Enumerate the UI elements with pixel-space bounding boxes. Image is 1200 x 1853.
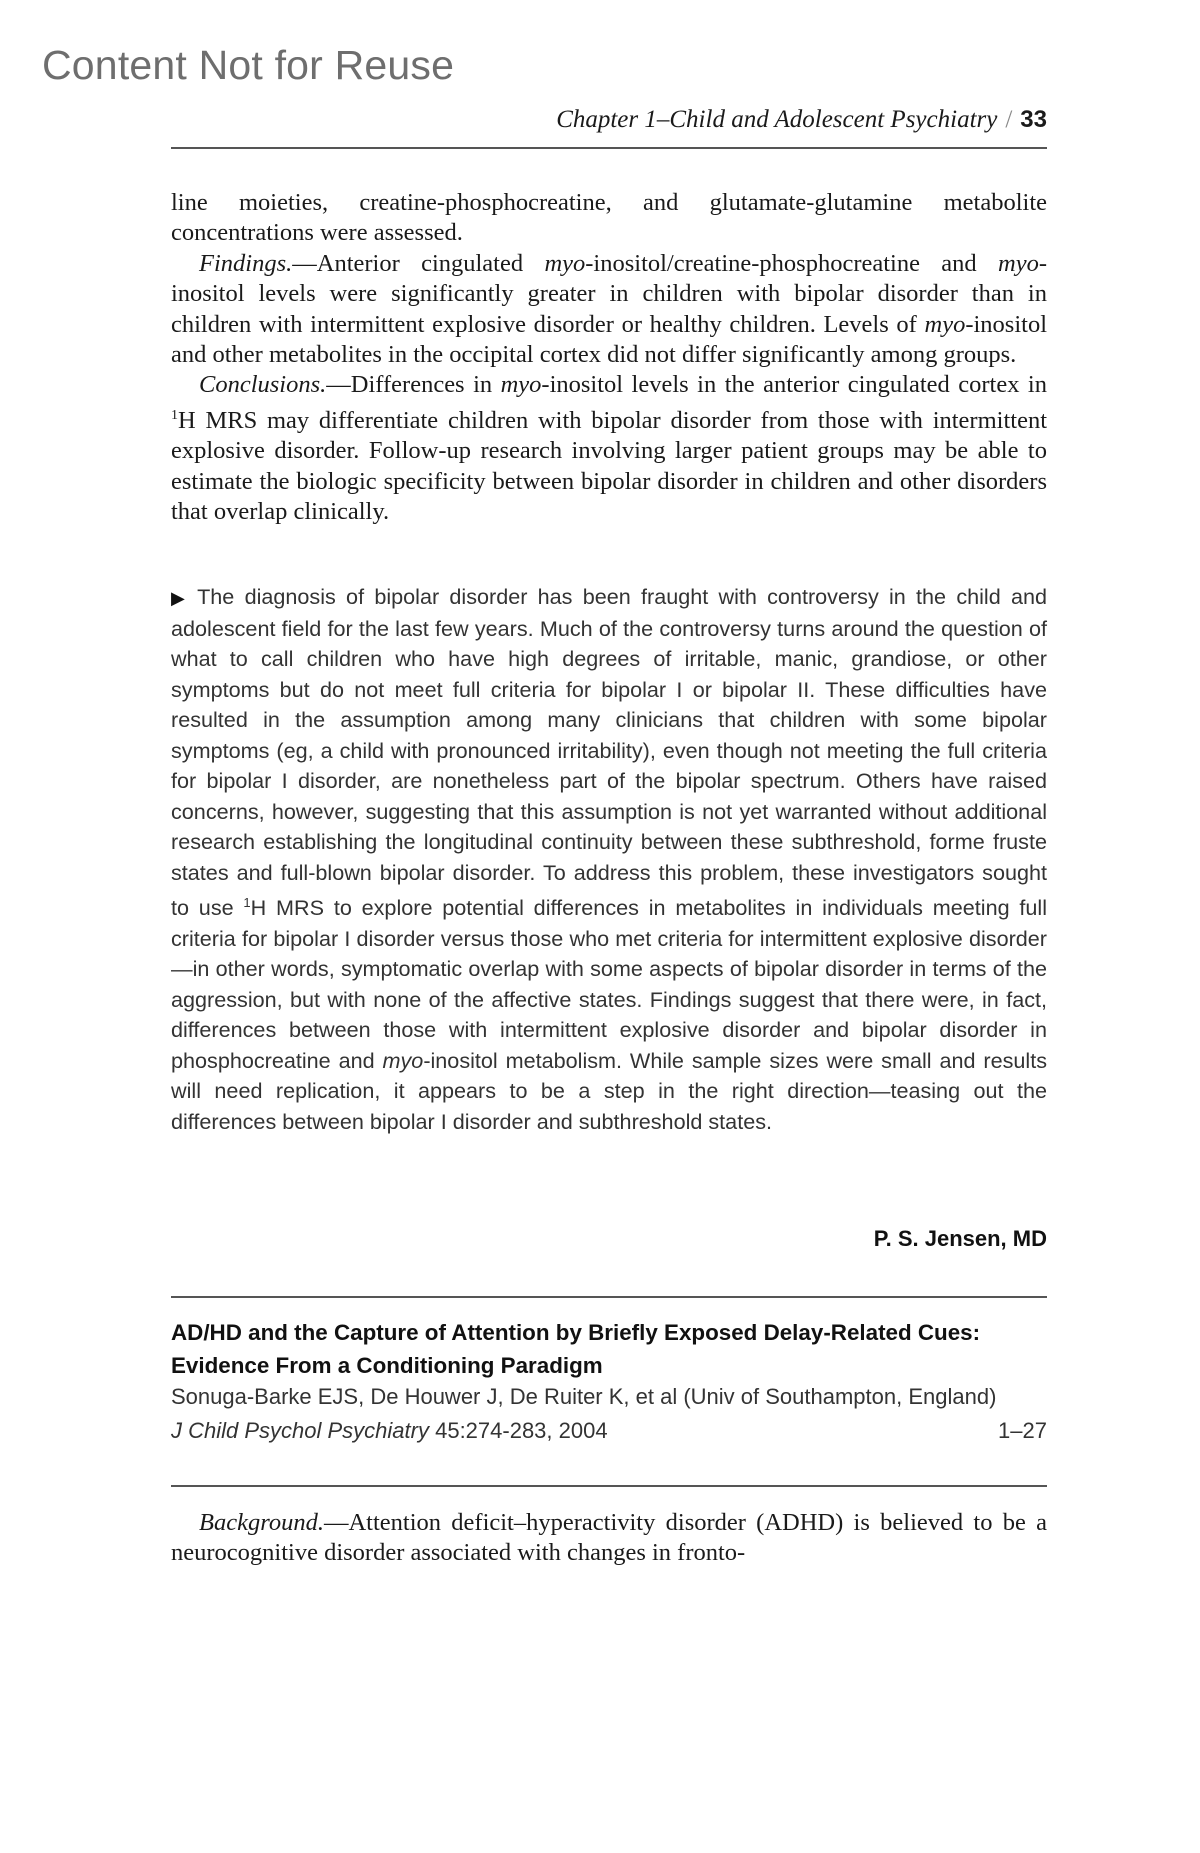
journal-citation: [171, 1415, 1047, 1447]
findings-text: -inositol/creatine-phosphocreatine and: [585, 249, 998, 277]
article-authors: Sonuga-Barke EJS, De Houwer J, De Ruiter K, et al (Univ of Southampton, England): [171, 1384, 997, 1409]
arrow-icon: ▶: [171, 588, 190, 608]
running-head: [556, 106, 1047, 134]
chapter-title: Chapter 1–Child and Adolescent Psychiatry: [556, 106, 998, 133]
findings-label: Findings.: [199, 249, 293, 277]
page-number: 33: [1020, 106, 1047, 133]
commentary: [171, 582, 1047, 1137]
commentary-text: H MRS to explore potential differences in metabolites in individuals meeting full criteria for bipolar I disorder versus those who met criteria for intermittent explosive disorder—in other words, symptomatic overlap with some aspects of bipolar disorder in terms of the aggression, but with none of the affective states. Findings suggest that there were, in fact, differences between those with intermittent explosive disorder and bipolar disorder in phosphocreatine and: [171, 895, 1047, 1073]
background-paragraph: [171, 1508, 1047, 1569]
commentary-text: -inositol metabolism. While sample sizes were small and results will need replication, it appears to be a step in the right direction—teasing out the differences between bipolar I disorder and subthreshold states.: [171, 1047, 1047, 1134]
findings-text: -inositol and other metabolites in the occipital cortex did not differ significantly among groups.: [171, 310, 1047, 369]
journal-reference: [171, 1415, 608, 1447]
article-bottom-rule: [171, 1485, 1047, 1487]
running-head-separator: /: [1005, 106, 1013, 133]
myo-term: myo: [998, 249, 1039, 277]
article-top-rule: [171, 1296, 1047, 1298]
background-text: —Attention deficit–hyperactivity disorder (ADHD) is believed to be a neurocognitive disorder associated with changes in fronto-: [171, 1509, 1047, 1567]
abstract-continued: [171, 188, 1047, 528]
myo-term: myo: [924, 310, 966, 338]
header-rule: [171, 147, 1047, 149]
h-superscript: 1: [243, 895, 251, 910]
commentary-paragraph: [171, 582, 1047, 1137]
article-header: [171, 1316, 1047, 1447]
conclusions-text: —Differences in: [326, 371, 501, 399]
commentary-text: The diagnosis of bipolar disorder has been fraught with controversy in the child and adolescent field for the last few years. Much of the controversy turns around the question of what to call children who have high degrees of irritable, manic, grandiose, or other symptoms but do not meet full criteria for bipolar I or bipolar II. These difficulties have resulted in the assumption among many clinicians that children with some bipolar symptoms (eg, a child with pronounced irritability), even though not meeting the full criteria for bipolar I disorder, are nonetheless part of the bipolar spectrum. Others have raised concerns, however, suggesting that this assumption is not yet warranted without additional research establishing the longitudinal continuity between these subthreshold, forme fruste states and full-blown bipolar disorder. To address this problem, these investigators sought to use: [171, 584, 1048, 921]
journal-name: J Child Psychol Psychiatry: [171, 1417, 429, 1443]
conclusions-paragraph: [171, 370, 1047, 527]
article-title: AD/HD and the Capture of Attention by Briefly Exposed Delay-Related Cues: Evidence From a Conditioning Paradigm: [171, 1320, 981, 1378]
commentary-signature: P. S. Jensen, MD: [873, 1226, 1047, 1251]
findings-text: -inositol levels were significantly greater in children with bipolar disorder than in children with intermittent explosive disorder or healthy children. Levels of: [171, 249, 1047, 338]
background-label: Background.: [199, 1509, 324, 1536]
journal-volume-pages: 45:274-283, 2004: [428, 1417, 608, 1443]
conclusions-text: H MRS may differentiate children with bipolar disorder from those with intermittent explosive disorder. Follow-up research involving larger patient groups may be able to estimate the biologic specificity between bipolar disorder in children and other disorders that overlap clinically.: [171, 407, 1047, 526]
conclusions-text: -inositol levels in the anterior cingulated cortex in: [541, 371, 1047, 399]
watermark: Content Not for Reuse: [42, 42, 455, 88]
findings-text: —Anterior cingulated: [292, 249, 545, 277]
abstract-opening: line moieties, creatine-phosphocreatine, and glutamate-glutamine metabolite concentrations were assessed.: [171, 189, 1047, 247]
conclusions-label: Conclusions.: [199, 371, 327, 399]
myo-term: myo: [500, 371, 542, 399]
findings-paragraph: [171, 249, 1047, 371]
article-code: 1–27: [998, 1417, 1047, 1443]
myo-term: myo: [382, 1047, 424, 1073]
myo-term: myo: [544, 249, 586, 277]
h-superscript: 1: [171, 407, 178, 423]
